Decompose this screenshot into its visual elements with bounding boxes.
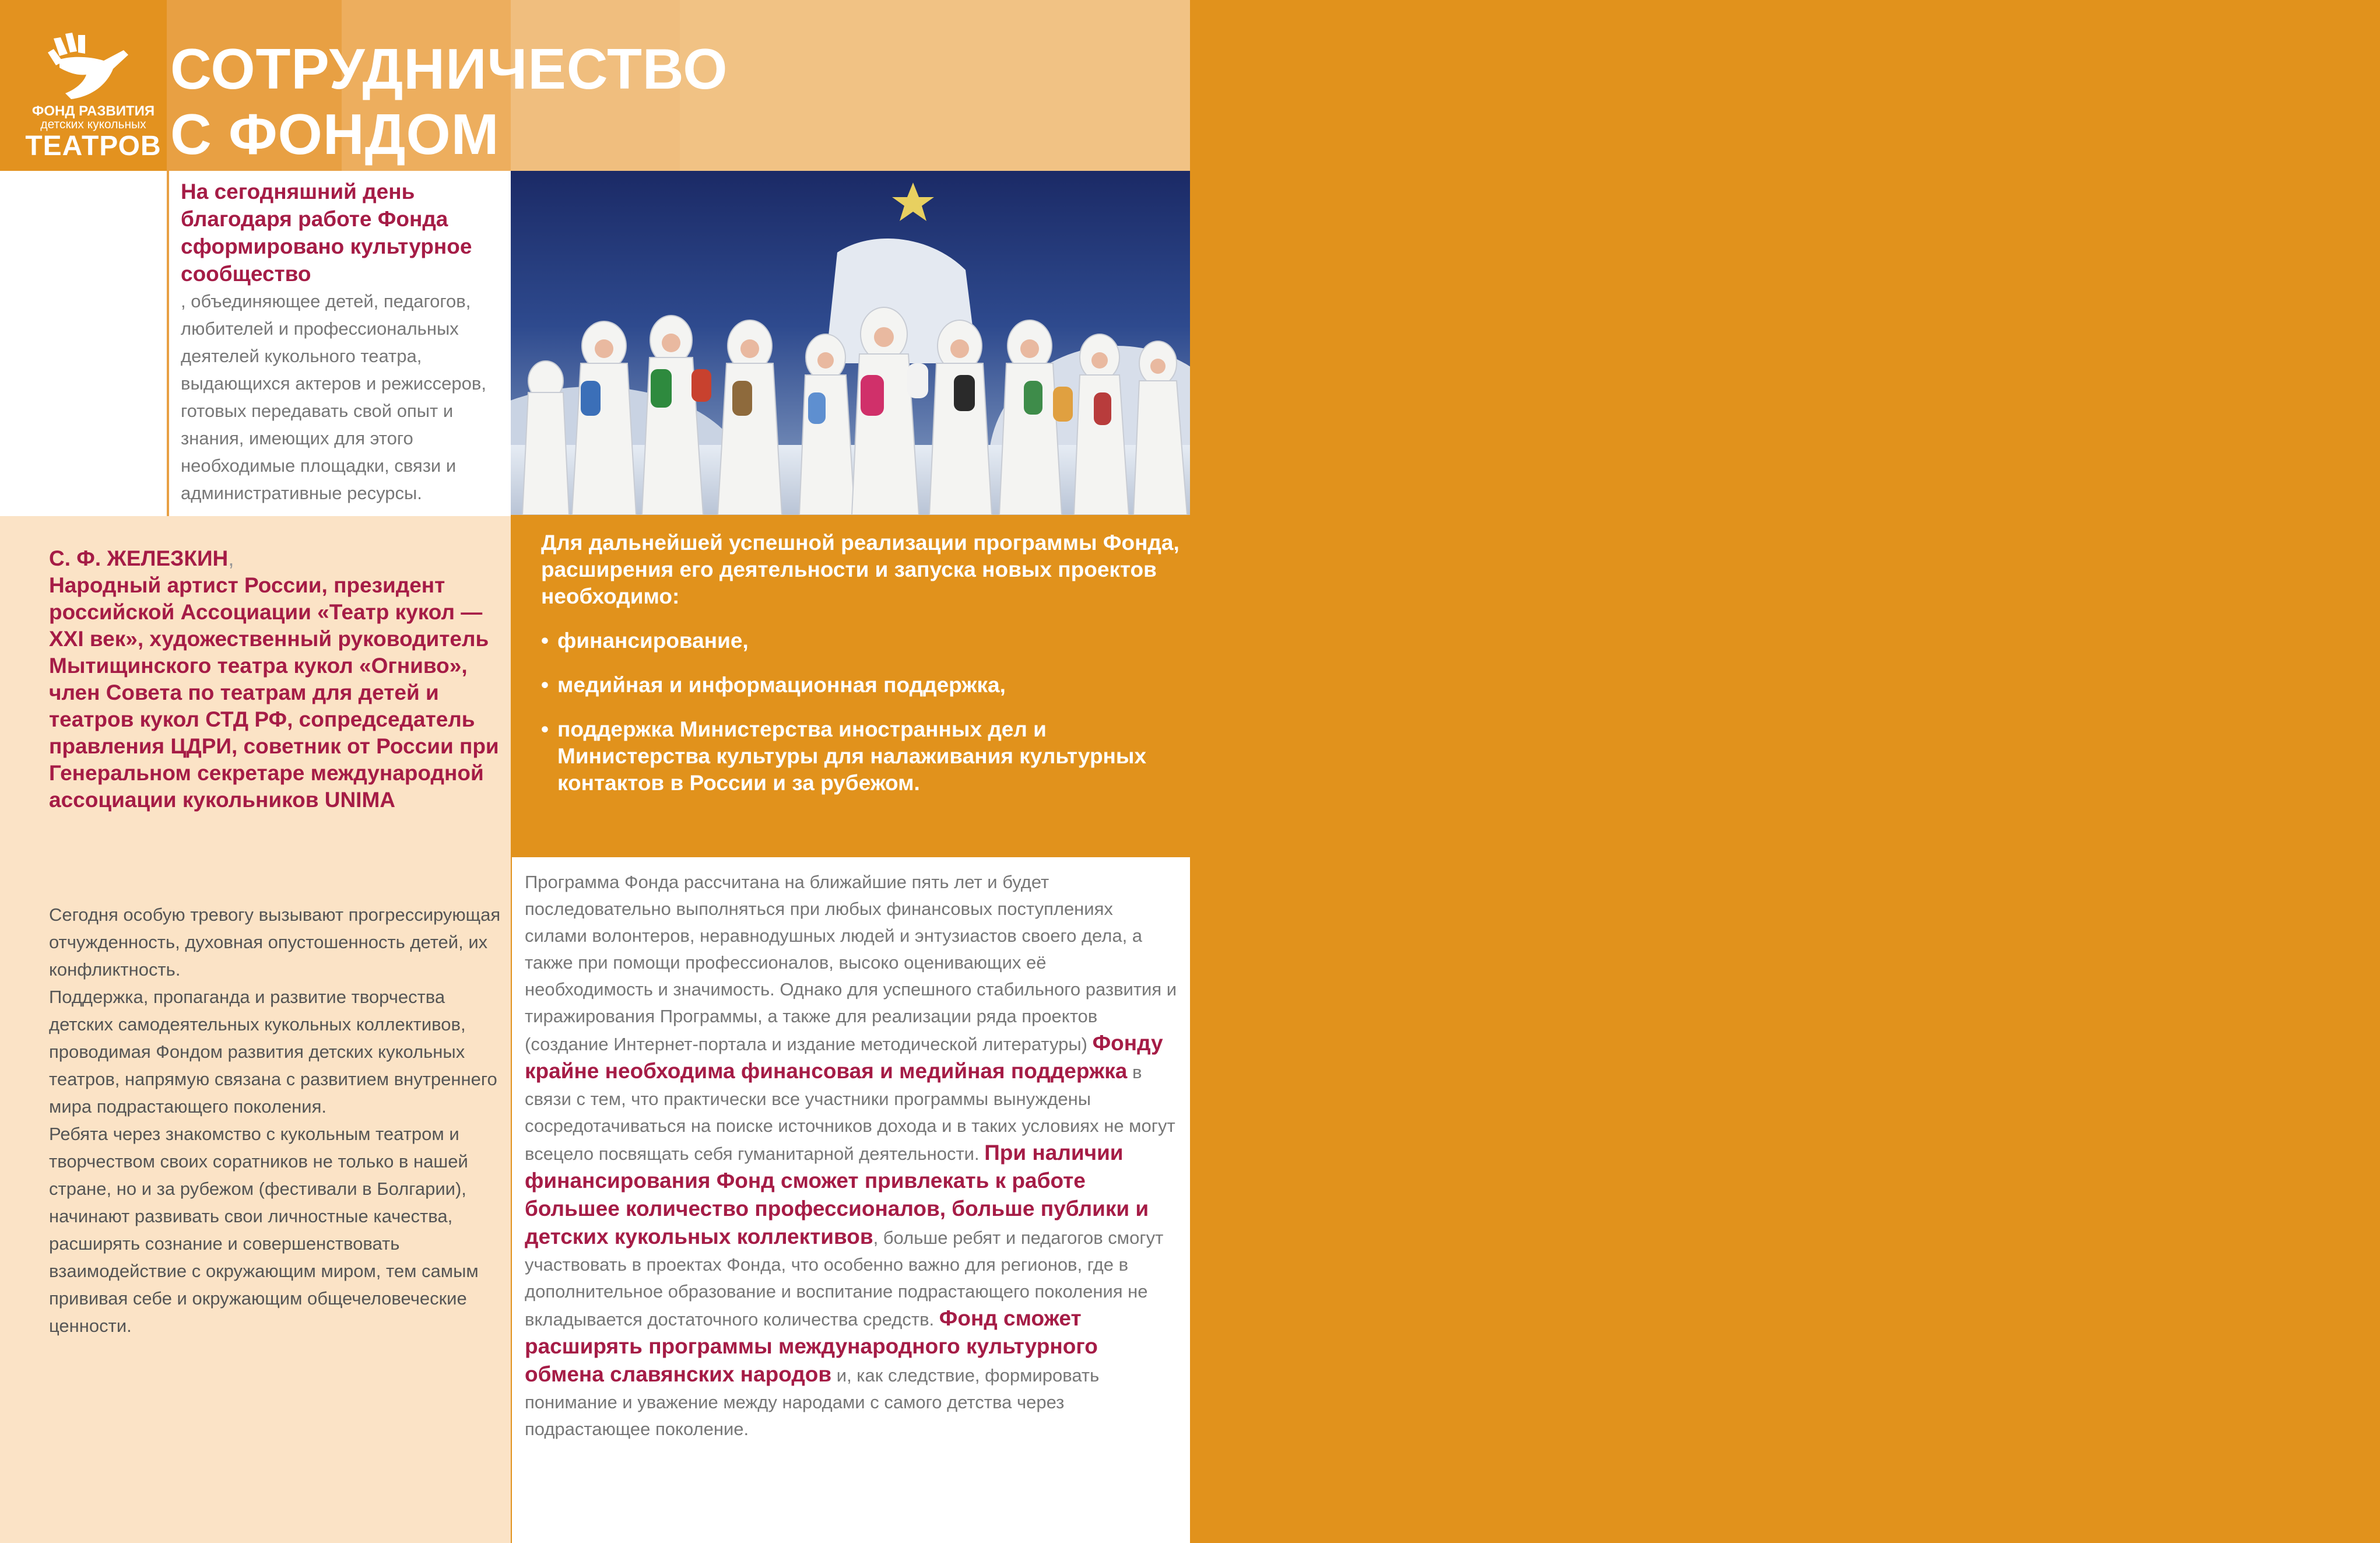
intro-highlight: На сегодняшний день благодаря работе Фонда сформировано культурное сообщество	[181, 180, 472, 286]
concern-paragraph-2: Поддержка, пропаганда и развитие творчества детских самодеятельных кукольных коллективов, проводимая Фондом развития детских кукольных театров, напрямую связана с развитием внутреннего мира подрастающего поколения.	[49, 987, 497, 1117]
intro-paragraph	[181, 178, 507, 507]
intro-text: , объединяющее детей, педагогов, любителей и профессиональных деятелей кукольного театра, выдающихся актеров и режиссеров, готовых передавать свой опыт и знания, имеющих для этого необходимые площадки, связи и административные ресурсы.	[181, 291, 486, 503]
program-highlight-1: Фонду крайне необходима финансовая и медийная поддержка	[525, 1031, 1163, 1083]
bio-description: Народный артист России, президент российской Ассоциации «Театр кукол — XXI век», художественный руководитель Мытищинского театра кукол «Огниво», член Совета по театрам для детей и театров кукол СТД РФ, сопредседатель правления ЦДРИ, советник от России при Генеральном секретаре международной ассоциации кукольников UNIMA	[49, 573, 499, 812]
logo-line3: ТЕАТРОВ	[25, 131, 162, 162]
page-title	[170, 36, 728, 167]
program-text-4: и, как следствие, формировать понимание и уважение между народами с самого детства через подрастающее поколение.	[525, 1365, 1100, 1439]
divider-line	[167, 171, 169, 516]
bio-block	[49, 545, 510, 813]
needs-item: • финансирование,	[541, 627, 1182, 654]
hand-bird-icon	[48, 33, 129, 108]
logo-line2: детских кукольных	[40, 118, 146, 131]
needs-intro: Для дальнейшей успешной реализации программы Фонда, расширения его деятельности и запуска новых проектов необходимо:	[541, 531, 1180, 608]
program-highlight-3: Фонд сможет расширять программы международного культурного обмена славянских народов	[525, 1306, 1098, 1386]
logo-text	[23, 104, 163, 162]
concern-text	[49, 901, 510, 1339]
needs-block	[541, 529, 1182, 814]
concern-paragraph-1: Сегодня особую тревогу вызывают прогрессирующая отчужденность, духовная опустошенность детей, их конфликтность.	[49, 904, 501, 980]
bio-name-text: С. Ф. ЖЕЛЕЗКИН	[49, 546, 229, 570]
bio-name	[49, 545, 510, 572]
header-strip-4	[680, 0, 1190, 171]
page-title-line2: С ФОНДОМ	[170, 102, 500, 166]
concern-paragraph-3: Ребята через знакомство с кукольным театром и творчеством своих соратников не только в нашей стране, но и за рубежом (фестивали в Болгарии), начинают развивать свои личностные качества, расширять сознание и совершенствовать взаимодействие с окружающим миром, тем самым прививая себе и окружающим общечеловеческие ценности.	[49, 1124, 479, 1336]
needs-item: • поддержка Министерства иностранных дел и Министерства культуры для налаживания культурных контактов в России и за рубежом.	[541, 716, 1182, 797]
page-title-line1: СОТРУДНИЧЕСТВО	[170, 37, 728, 101]
program-text-1: Программа Фонда рассчитана на ближайшие пять лет и будет последовательно выполняться при любых финансовых поступлениях силами волонтеров, неравнодушных людей и энтузиастов своего дела, а также при помощи профессионалов, высоко оценивающих её необходимость и значимость. Однако для успешного стабильного развития и тиражирования Программы, а также для реализации ряда проектов (создание Интернет-портала и издание методической литературы)	[525, 872, 1177, 1054]
program-text	[525, 869, 1178, 1443]
needs-list	[541, 627, 1182, 797]
logo-line1: ФОНД РАЗВИТИЯ	[31, 103, 155, 119]
bio-name-suffix: ,	[228, 546, 234, 570]
program-highlight-2: При наличии финансирования Фонд сможет привлекать к работе большее количество профессионалов, больше публики и детских кукольных коллективов	[525, 1141, 1149, 1249]
program-text-2: в связи с тем, что практически все участники программы вынуждены сосредотачиваться на поиске источников дохода и в таких условиях не могут всецело посвящать себя гуманитарной деятельности.	[525, 1062, 1175, 1164]
program-text-3: , больше ребят и педагогов смогут участвовать в проектах Фонда, что особенно важно для регионов, где в дополнительное образование и воспитание подрастающего поколения не вкладывается достаточного количества средств.	[525, 1228, 1164, 1330]
needs-item: • медийная и информационная поддержка,	[541, 672, 1182, 699]
puppet-theatre-photo-icon	[511, 171, 1190, 515]
